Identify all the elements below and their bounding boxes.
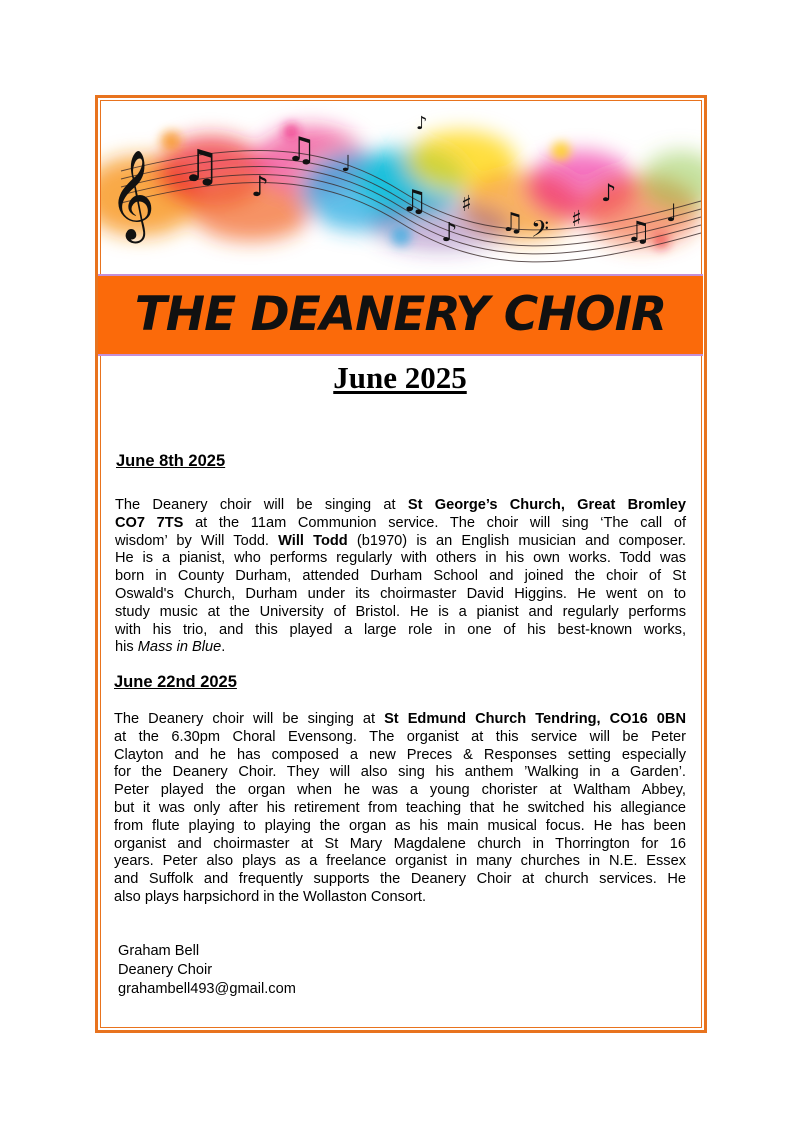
text-run: The Deanery choir will be singing at: [115, 497, 408, 513]
signature-org: Deanery Choir: [118, 962, 213, 978]
music-banner: [101, 101, 701, 273]
paragraph-line: [114, 818, 686, 836]
text-run: .: [221, 639, 226, 656]
section-heading: June 22nd 2025: [114, 673, 237, 691]
music-note-icon: ♪: [601, 179, 617, 207]
text-run: organist and choirmaster at St Mary Magdalene church in Thorrington for 16: [114, 835, 686, 852]
paragraph-line: [115, 568, 686, 586]
choir-title: THE DEANERY CHOIR: [134, 287, 667, 342]
text-run: but it was only after his retirement from teaching that he switched his allegiance: [114, 799, 686, 816]
paragraph-line: [114, 871, 686, 889]
paragraph-line: [115, 550, 686, 568]
bold-text-run: CO7 7TS: [115, 514, 184, 531]
bass-clef-icon: 𝄢: [531, 215, 550, 248]
signature-block: [118, 942, 296, 999]
sharp-icon: ♯: [571, 207, 582, 232]
text-run: his: [115, 639, 138, 656]
text-run: born in County Durham, attended Durham School and joined the choir of St: [115, 568, 686, 585]
section-heading: June 8th 2025: [116, 452, 226, 470]
paragraph-line: [114, 782, 686, 800]
paragraph-line: [114, 711, 686, 729]
text-run: study music at the University of Bristol. He is a pianist and regularly performs: [115, 603, 686, 620]
music-note-icon: ♫: [286, 130, 317, 170]
paragraph-line: [114, 800, 686, 818]
text-run: wisdom’ by Will Todd.: [115, 532, 279, 549]
text-run: with his trio, and this played a large role in one of his best-known works,: [115, 621, 686, 638]
text-run: (b1970) is an English musician and composer.: [347, 532, 686, 549]
text-run: Clayton and he has composed a new Preces & Responses setting especially: [114, 746, 686, 763]
bold-text-run: Will Todd: [278, 532, 348, 549]
sharp-icon: ♯: [461, 192, 472, 217]
paragraph-line: [115, 515, 686, 533]
section-paragraph: [114, 711, 686, 907]
paragraph-line: [115, 604, 686, 622]
music-note-icon: ♫: [401, 184, 428, 219]
music-banner-art: [101, 101, 701, 273]
paragraph-line: [115, 586, 686, 604]
paragraph-line: [114, 853, 686, 871]
section-paragraph: [115, 497, 686, 657]
music-note-icon: ♪: [441, 218, 458, 248]
music-note-icon: ♪: [251, 170, 269, 203]
issue-date-heading: [0, 360, 800, 396]
music-note-icon: ♩: [341, 152, 352, 177]
bold-text-run: St Edmund Church Tendring, CO16 0BN: [384, 711, 686, 727]
paragraph-line: [114, 747, 686, 765]
signature-email: grahambell493@gmail.com: [118, 981, 296, 997]
text-run: and Suffolk and frequently supports the Deanery Choir at church services. He: [114, 871, 686, 888]
bold-text-run: St George’s Church, Great Bromley: [407, 497, 686, 513]
issue-date: June 2025: [333, 360, 467, 395]
paragraph-line: [115, 622, 686, 640]
text-run: Oswald's Church, Durham under its choirmaster David Higgins. He went on to: [115, 585, 686, 602]
paragraph-line: [114, 764, 686, 782]
paragraph-line: [114, 889, 686, 907]
music-note-icon: ♫: [181, 141, 221, 192]
paragraph-line: [115, 497, 686, 515]
text-run: at the 11am Communion service. The choir will sing ‘The call of: [183, 514, 686, 531]
paragraph-line: [114, 836, 686, 854]
text-run: The Deanery choir will be singing at: [114, 711, 385, 727]
signature-name: Graham Bell: [118, 943, 200, 959]
paragraph-line: [115, 533, 686, 551]
title-banner: [98, 274, 703, 356]
paragraph-line: [115, 639, 686, 657]
text-run: Peter played the organ when he was a young chorister at Waltham Abbey,: [114, 782, 686, 799]
music-note-icon: ♫: [626, 215, 652, 248]
italic-text-run: Mass in Blue: [137, 639, 222, 656]
text-run: He is a pianist, who performs regularly with others in his own works. Todd was: [115, 550, 686, 567]
treble-clef-icon: 𝄞: [109, 150, 156, 240]
text-run: for the Deanery Choir. They will also sing his anthem ’Walking in a Garden’.: [114, 764, 686, 781]
text-run: from flute playing to playing the organ as his main musical focus. He has been: [114, 817, 686, 834]
music-note-icon: ♪: [416, 113, 428, 134]
text-run: also plays harpsichord in the Wollaston Consort.: [114, 888, 427, 905]
paragraph-line: [114, 729, 686, 747]
music-note-icon: ♫: [501, 208, 525, 238]
text-run: at the 6.30pm Choral Evensong. The organist at this service will be Peter: [114, 728, 686, 745]
music-note-icon: ♩: [666, 199, 678, 227]
text-run: years. Peter also plays as a freelance organist in many churches in N.E. Essex: [114, 853, 686, 870]
